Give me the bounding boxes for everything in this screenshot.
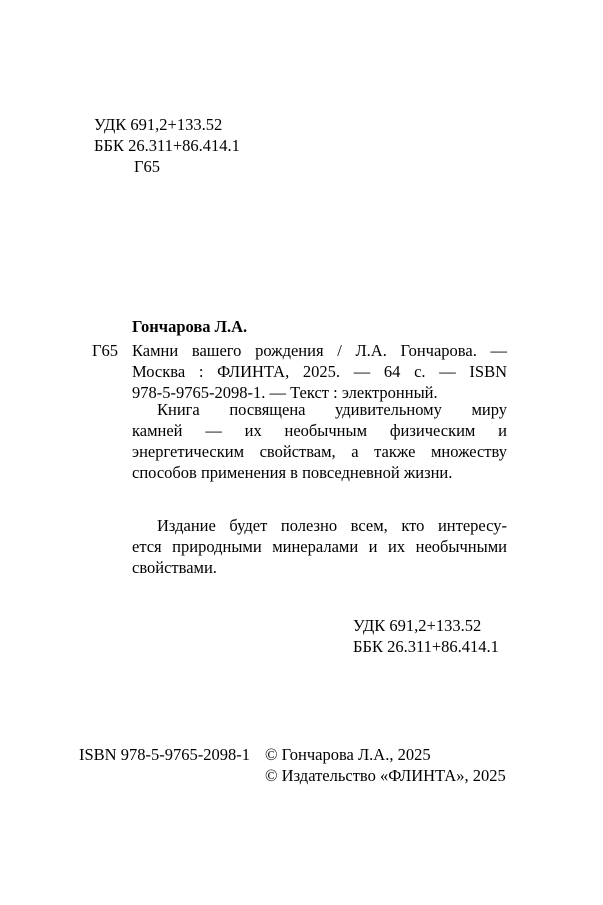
author-code-top: Г65 xyxy=(134,157,161,176)
annotation-line: свойствами. xyxy=(132,558,217,577)
udk-code-top: УДК 691,2+133.52 xyxy=(94,115,223,134)
annotation-paragraph-1 xyxy=(132,399,507,483)
bibliographic-line: 978-5-9765-2098-1. — Текст : электронный. xyxy=(132,383,438,402)
bibliographic-line: Камни вашего рождения / Л.А. Гончарова. — xyxy=(132,341,507,360)
bibliographic-line: Москва : ФЛИНТА, 2025. — 64 с. — ISBN xyxy=(132,362,507,381)
annotation-paragraph-2 xyxy=(132,515,507,578)
bbk-code-bottom: ББК 26.311+86.414.1 xyxy=(353,637,499,656)
bibliographic-description xyxy=(132,340,507,403)
isbn-number: ISBN 978-5-9765-2098-1 xyxy=(79,745,250,764)
annotation-line: Издание будет полезно всем, кто интересу- xyxy=(157,516,507,535)
bbk-code-top: ББК 26.311+86.414.1 xyxy=(94,136,240,155)
copyright-publisher: © Издательство «ФЛИНТА», 2025 xyxy=(265,766,506,785)
author-heading: Гончарова Л.А. xyxy=(132,317,248,336)
copyright-author: © Гончарова Л.А., 2025 xyxy=(265,745,431,764)
author-code: Г65 xyxy=(92,341,119,360)
annotation-line: ется природными минералами и их необычными xyxy=(132,537,507,556)
udk-code-bottom: УДК 691,2+133.52 xyxy=(353,616,482,635)
annotation-line: способов применения в повседневной жизни. xyxy=(132,463,453,482)
annotation-line: камней — их необычным физическим и xyxy=(132,421,507,440)
annotation-line: Книга посвящена удивительному миру xyxy=(157,400,507,419)
annotation-line: энергетическим свойствам, а также множеству xyxy=(132,442,507,461)
